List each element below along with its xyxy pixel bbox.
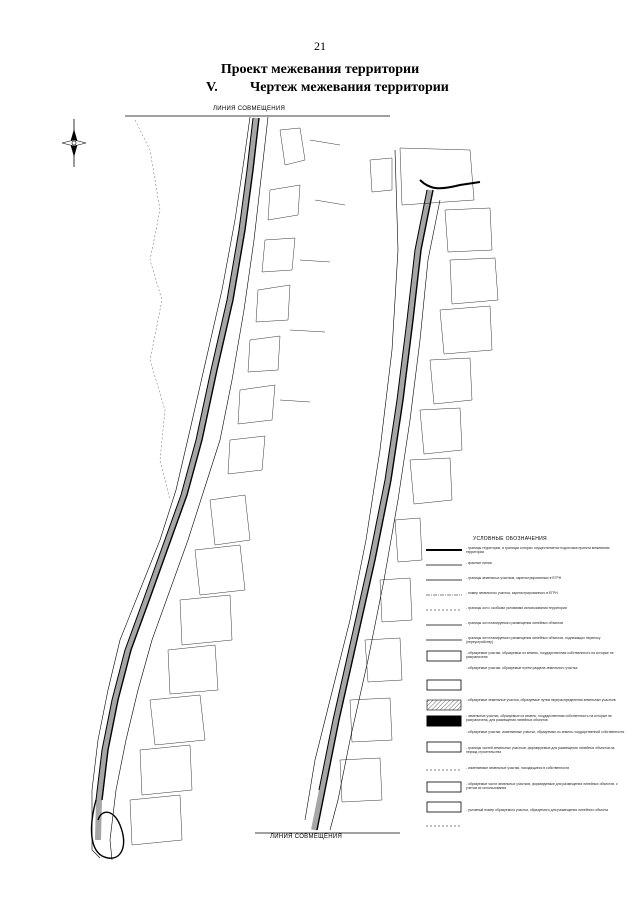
legend-item-text: - образуемые участки, изменяемые участки, образуемые из земель государственной собственности: [466, 730, 625, 734]
legend-item-text: - условный номер образуемого участка, образуемого для размещения линейного объекта: [466, 808, 608, 812]
legend-item: [422, 666, 627, 680]
legend-item-text: - границы зон с особыми условиями использования территории: [466, 606, 567, 610]
legend-item-text: - границы частей земельных участков, формируемые для размещения линейных объектов на период строительства: [466, 746, 615, 755]
legend-item: [422, 636, 627, 650]
legend-item-text: - изменяемые земельные участки, находящиеся в собственности: [466, 766, 570, 770]
match-line-label-top: ЛИНИЯ СОВМЕЩЕНИЯ: [213, 106, 286, 112]
legend-item-text: - границы земельных участков, зарегистрированных в ЕГРН: [466, 576, 562, 580]
document-title: Проект межевания территории: [220, 62, 420, 77]
legend-item: [422, 591, 627, 605]
legend-item: [422, 621, 627, 635]
match-line-label-bottom: ЛИНИЯ СОВМЕЩЕНИЯ: [270, 834, 343, 840]
legend-item-text: - образуемые участки, образуемые из земель, государственная собственность на которые не разграничена: [466, 651, 614, 660]
legend-item: [422, 714, 627, 728]
legend-item: [422, 546, 627, 560]
legend-item-text: - образуемые части земельных участков, формируемые для размещения линейных объектов, с учетом их использования: [466, 782, 618, 791]
legend-item: [422, 730, 627, 744]
section-number: V.: [206, 80, 218, 95]
legend-item: [422, 698, 627, 712]
legend-item-text: - номер земельного участка, зарегистрированного в ЕГРН: [466, 591, 558, 595]
legend-item: [422, 766, 627, 780]
legend-item: [422, 746, 627, 760]
legend-item: [422, 782, 627, 796]
legend-item-text: - земельные участки, образуемые из земель, государственная собственность на которые не разграничена, для размещения линейных объектов: [466, 714, 612, 723]
legend-title: УСЛОВНЫЕ ОБОЗНАЧЕНИЯ: [473, 536, 547, 542]
legend-item-text: - границы зон планируемого размещения линейных объектов, подлежащих переносу (переустройству): [466, 636, 601, 645]
legend-item-text: - границы территории, в границах которых осуществляется подготовка проекта межевания территории: [466, 546, 610, 555]
north-arrow-icon: [62, 119, 86, 167]
section-title: Чертеж межевания территории: [250, 80, 449, 95]
legend-item-text: - образуемые участки, образуемые путем раздела земельного участка: [466, 666, 578, 670]
legend-item: [422, 651, 627, 665]
legend-item: [422, 561, 627, 575]
legend-item: [422, 576, 627, 590]
road-corridor-right: [305, 150, 480, 830]
legend-item: [422, 606, 627, 620]
legend-item-text: - образуемые земельные участки, образуемые путем перераспределения земельных участков: [466, 698, 616, 702]
legend-item-text: - границы зон планируемого размещения линейных объектов: [466, 621, 564, 625]
road-corridor-left: [92, 117, 268, 860]
legend-item: [422, 808, 627, 822]
page-number: 21: [314, 39, 326, 53]
legend-item-text: - красные линии: [466, 561, 492, 565]
parcels-left: [130, 128, 345, 845]
